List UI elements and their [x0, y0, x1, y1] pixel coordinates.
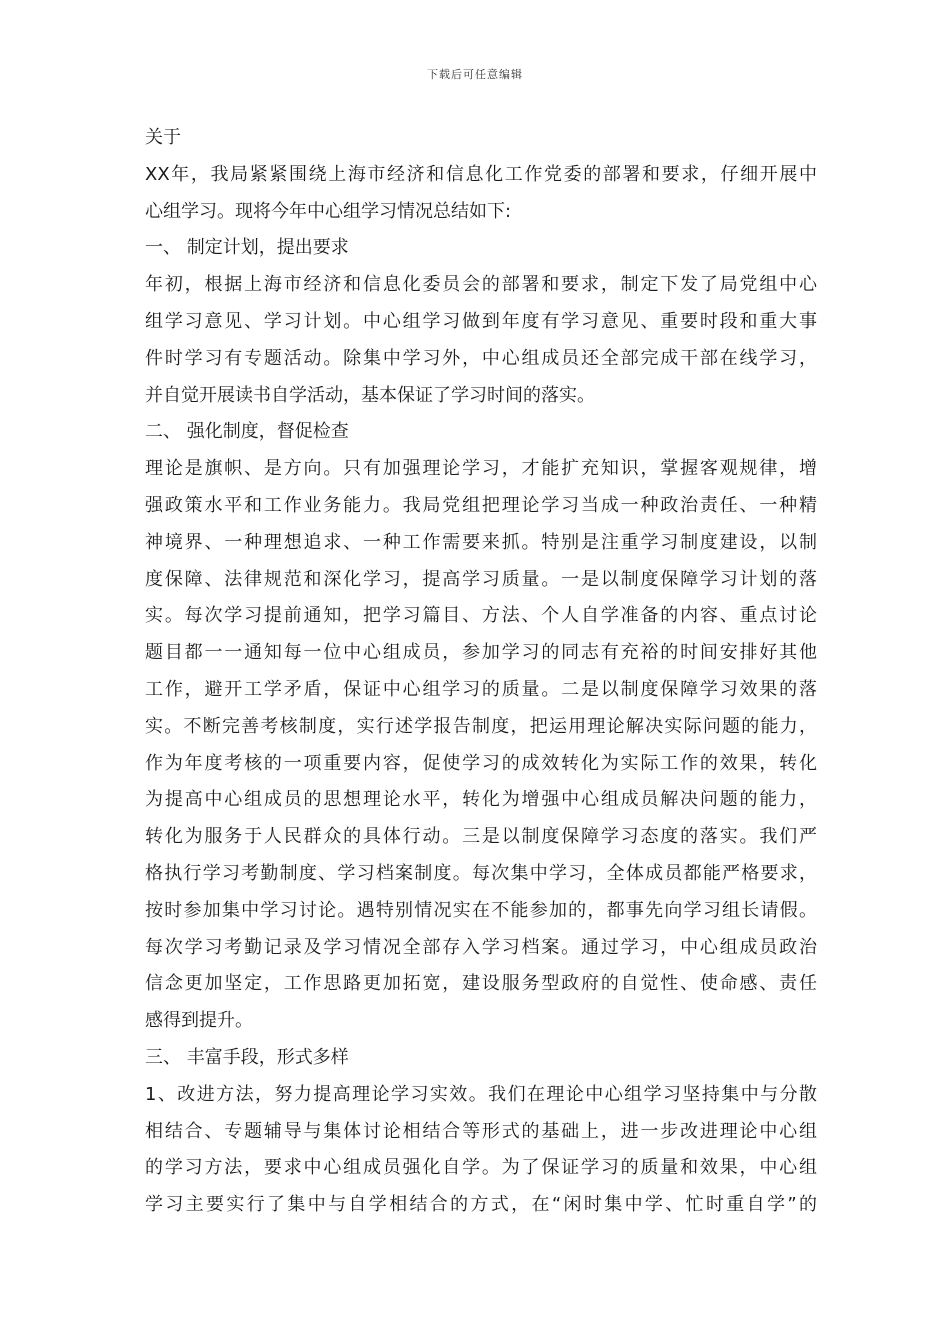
text-line: 信念更加坚定，工作思路更加拓宽，建设服务型政府的自觉性、使命感、责任 — [145, 973, 817, 995]
text-line: 二、 强化制度，督促检查 — [145, 421, 349, 443]
text-line: 件时学习有专题活动。除集中学习外，中心组成员还全部完成干部在线学习， — [145, 347, 817, 369]
text-line: 实。不断完善考核制度，实行述学报告制度，把运用理论解决实际问题的能力， — [145, 715, 817, 737]
text-line: 三、 丰富手段，形式多样 — [145, 1046, 349, 1068]
text-line: 感得到提升。 — [145, 1010, 253, 1032]
text-line: 组学习意见、学习计划。中心组学习做到年度有学习意见、重要时段和重大事 — [145, 310, 817, 332]
text-line: 实。每次学习提前通知，把学习篇目、方法、个人自学准备的内容、重点讨论 — [145, 605, 817, 627]
text-line: 度保障、法律规范和深化学习，提高学习质量。一是以制度保障学习计划的落 — [145, 568, 817, 590]
text-line: 强政策水平和工作业务能力。我局党组把理论学习当成一种政治责任、一种精 — [145, 494, 817, 516]
text-line: 并自觉开展读书自学活动，基本保证了学习时间的落实。 — [145, 384, 595, 406]
text-line: 的学习方法，要求中心组成员强化自学。为了保证学习的质量和效果，中心组 — [145, 1157, 817, 1179]
page-header-note: 下载后可任意编辑 — [427, 68, 523, 81]
text-line: 按时参加集中学习讨论。遇特别情况实在不能参加的，都事先向学习组长请假。 — [145, 899, 817, 921]
document-body — [145, 120, 817, 1224]
text-line: 为提高中心组成员的思想理论水平，转化为增强中心组成员解决问题的能力， — [145, 789, 817, 811]
text-line: 每次学习考勤记录及学习情况全部存入学习档案。通过学习，中心组成员政治 — [145, 936, 817, 958]
text-line: 理论是旗帜、是方向。只有加强理论学习，才能扩充知识，掌握客观规律，增 — [145, 458, 817, 480]
text-line: 格执行学习考勤制度、学习档案制度。每次集中学习，全体成员都能严格要求， — [145, 862, 817, 884]
text-line: 一、 制定计划，提出要求 — [145, 237, 349, 259]
text-line: XX年，我局紧紧围绕上海市经济和信息化工作党委的部署和要求，仔细开展中 — [145, 163, 817, 185]
text-line: 神境界、一种理想追求、一种工作需要来抓。特别是注重学习制度建设，以制 — [145, 531, 817, 553]
text-line: 作为年度考核的一项重要内容，促使学习的成效转化为实际工作的效果，转化 — [145, 752, 817, 774]
text-line: 学习主要实行了集中与自学相结合的方式，在“闲时集中学、忙时重自学”的 — [145, 1194, 817, 1216]
text-line: 心组学习。现将今年中心组学习情况总结如下: — [145, 200, 512, 222]
text-line: 转化为服务于人民群众的具体行动。三是以制度保障学习态度的落实。我们严 — [145, 826, 817, 848]
text-line: 年初，根据上海市经济和信息化委员会的部署和要求，制定下发了局党组中心 — [145, 274, 817, 296]
text-line: 1、改进方法，努力提高理论学习实效。我们在理论中心组学习坚持集中与分散 — [145, 1083, 817, 1105]
text-line: 关于 — [145, 127, 181, 148]
text-line: 题目都一一通知每一位中心组成员，参加学习的同志有充裕的时间安排好其他 — [145, 642, 817, 664]
text-line: 工作，避开工学矛盾，保证中心组学习的质量。二是以制度保障学习效果的落 — [145, 678, 817, 700]
text-line: 相结合、专题辅导与集体讨论相结合等形式的基础上，进一步改进理论中心组 — [145, 1120, 817, 1142]
